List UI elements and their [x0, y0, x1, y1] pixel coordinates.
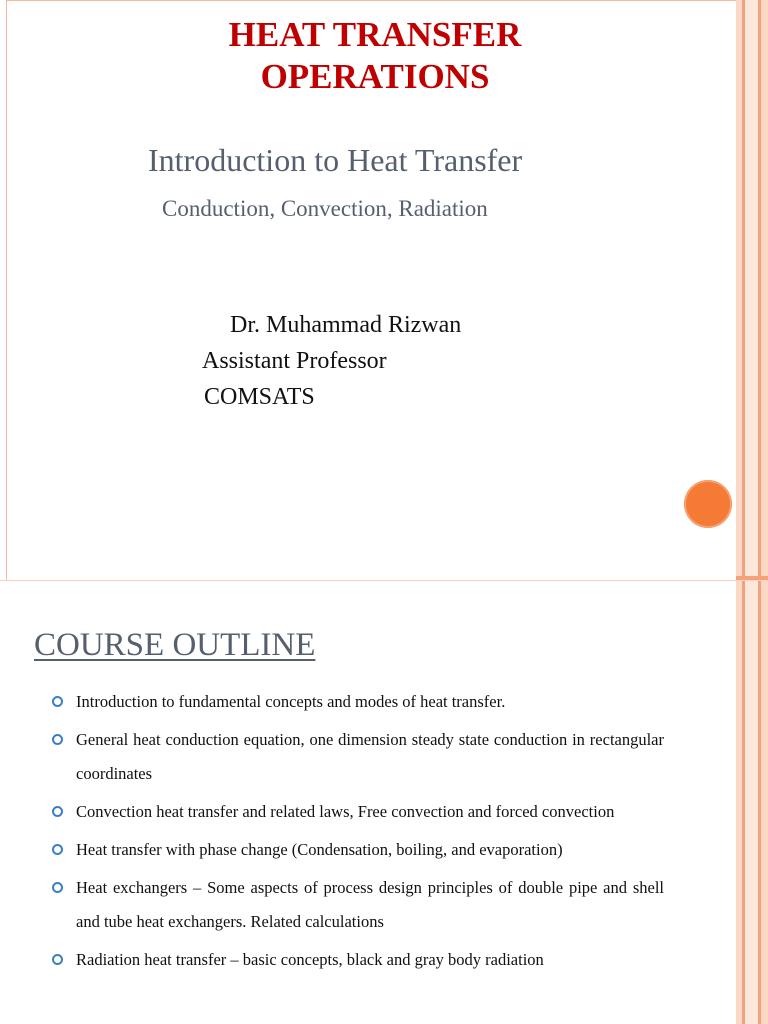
bullet-circle-icon [52, 954, 63, 965]
decorative-side-stripes [736, 581, 768, 1024]
slide-top-border [6, 0, 736, 1]
list-item [52, 795, 664, 829]
outline-list [52, 685, 664, 981]
list-item-text: Introduction to fundamental concepts and modes of heat transfer. [76, 692, 506, 711]
list-item [52, 833, 664, 867]
outline-heading: COURSE OUTLINE [34, 627, 316, 663]
author-organization: COMSATS [204, 384, 315, 410]
list-item-text: Convection heat transfer and related laws, Free convection and forced convection [76, 802, 615, 821]
bullet-circle-icon [52, 882, 63, 893]
list-item-text: General heat conduction equation, one dimension steady state conduction in rectangular coordinates [76, 730, 664, 783]
list-item-text: Heat transfer with phase change (Condensation, boiling, and evaporation) [76, 840, 563, 859]
list-item [52, 723, 664, 791]
bullet-circle-icon [52, 806, 63, 817]
slide-subtitle: Introduction to Heat Transfer [148, 142, 523, 178]
list-item [52, 871, 664, 939]
author-title: Assistant Professor [202, 348, 387, 374]
slide-topics: Conduction, Convection, Radiation [162, 196, 488, 221]
list-item-text: Heat exchangers – Some aspects of process design principles of double pipe and shell and tube heat exchangers. Related calculations [76, 878, 664, 931]
course-outline-slide [0, 581, 768, 1024]
bullet-circle-icon [52, 844, 63, 855]
list-item-text: Radiation heat transfer – basic concepts, black and gray body radiation [76, 950, 544, 969]
decorative-side-stripes [736, 0, 768, 580]
slide-left-border [6, 0, 7, 580]
decorative-circle-icon [684, 480, 732, 528]
slide-title: HEAT TRANSFER OPERATIONS [228, 15, 522, 96]
bullet-circle-icon [52, 696, 63, 707]
list-item [52, 685, 664, 719]
author-name: Dr. Muhammad Rizwan [230, 312, 462, 338]
list-item [52, 943, 664, 977]
bullet-circle-icon [52, 734, 63, 745]
